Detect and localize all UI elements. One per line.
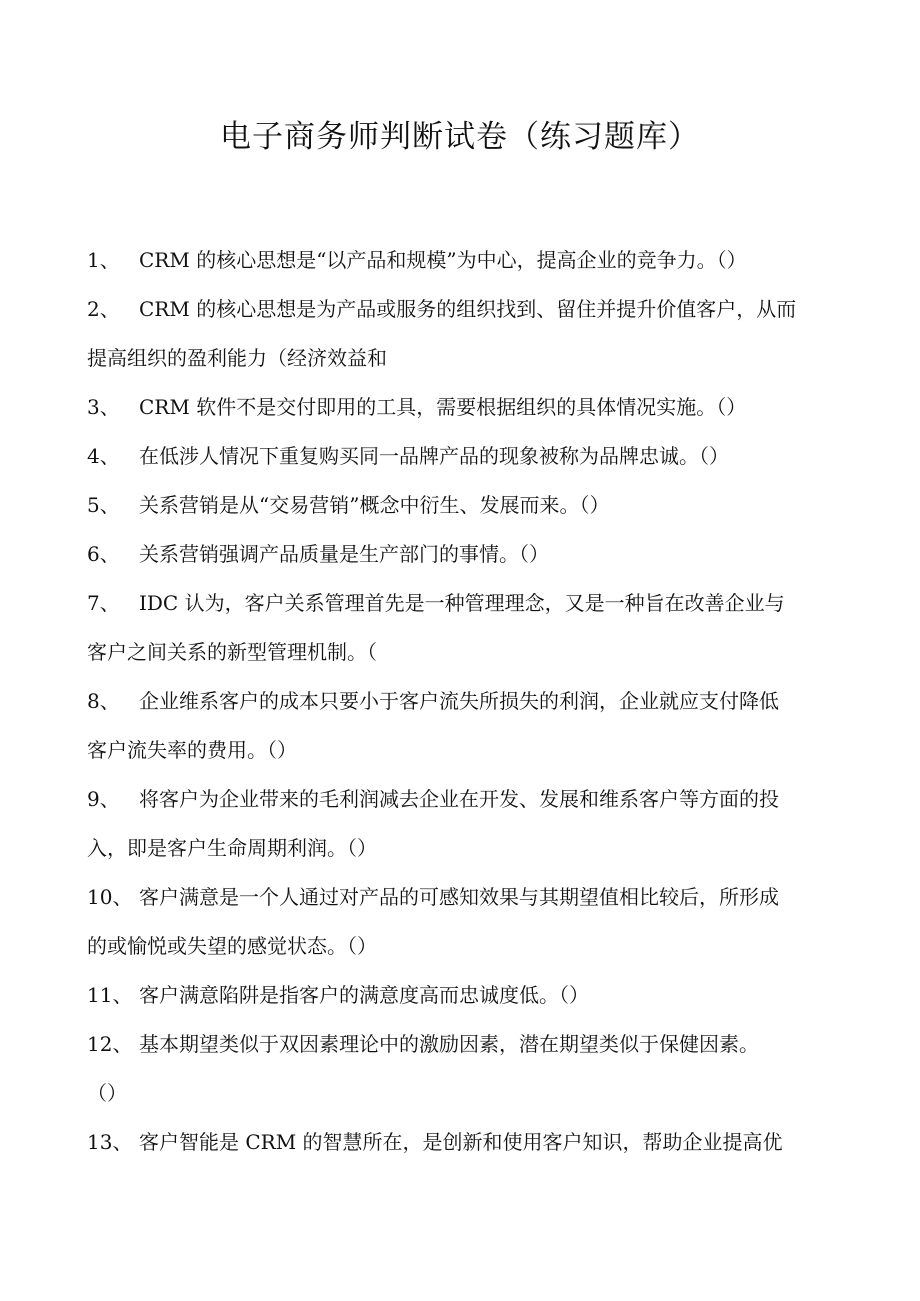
question-8	[87, 677, 832, 726]
question-text: IDC 认为，客户关系管理首先是一种管理理念，又是一种旨在改善企业与	[139, 591, 785, 615]
question-9-continued: 入，即是客户生命周期利润。（）	[87, 836, 377, 860]
question-9	[87, 775, 832, 824]
question-number: 1、	[87, 248, 120, 272]
question-12	[87, 1020, 832, 1069]
question-12-continued: （）	[87, 1081, 127, 1105]
question-7	[87, 579, 832, 628]
question-text: CRM 软件不是交付即用的工具，需要根据组织的具体情况实施。（）	[139, 395, 747, 419]
question-text: CRM 的核心思想是“以产品和规模”为中心，提高企业的竞争力。（）	[139, 248, 747, 272]
question-number: 13、	[87, 1130, 133, 1154]
question-text: 客户智能是 CRM 的智慧所在，是创新和使用客户知识，帮助企业提高优	[139, 1130, 783, 1154]
question-text: 客户满意是一个人通过对产品的可感知效果与其期望值相比较后，所形成	[139, 885, 779, 909]
question-text: 基本期望类似于双因素理论中的激励因素，潜在期望类似于保健因素。	[139, 1032, 759, 1056]
question-11	[87, 971, 832, 1020]
question-8-continued: 客户流失率的费用。（）	[87, 738, 297, 762]
question-2-continued: 提高组织的盈利能力（经济效益和	[87, 346, 387, 370]
question-text: CRM 的核心思想是为产品或服务的组织找到、留住并提升价值客户，从而	[139, 297, 797, 321]
page-title: 电子商务师判断试卷（练习题库）	[220, 119, 700, 155]
question-text: 关系营销是从“交易营销”概念中衍生、发展而来。（）	[139, 493, 610, 517]
question-number: 4、	[87, 444, 120, 468]
question-number: 11、	[87, 983, 133, 1007]
question-13	[87, 1118, 832, 1167]
question-number: 5、	[87, 493, 120, 517]
question-10-continued: 的或愉悦或失望的感觉状态。（）	[87, 934, 377, 958]
question-number: 7、	[87, 591, 120, 615]
question-text: 关系营销强调产品质量是生产部门的事情。（）	[139, 542, 549, 566]
question-number: 10、	[87, 885, 133, 909]
question-text: 将客户为企业带来的毛利润减去企业在开发、发展和维系客户等方面的投	[139, 787, 779, 811]
question-number: 12、	[87, 1032, 133, 1056]
question-1	[87, 236, 832, 285]
question-number: 6、	[87, 542, 120, 566]
question-2	[87, 285, 832, 334]
question-text: 在低涉人情况下重复购买同一品牌产品的现象被称为品牌忠诚。（）	[139, 444, 729, 468]
question-number: 8、	[87, 689, 120, 713]
question-6	[87, 530, 832, 579]
question-number: 9、	[87, 787, 120, 811]
question-list	[87, 236, 832, 1167]
question-5	[87, 481, 832, 530]
question-4	[87, 432, 832, 481]
question-number: 3、	[87, 395, 120, 419]
question-text: 客户满意陷阱是指客户的满意度高而忠诚度低。（）	[139, 983, 589, 1007]
question-7-continued: 客户之间关系的新型管理机制。（	[87, 640, 377, 664]
question-text: 企业维系客户的成本只要小于客户流失所损失的利润，企业就应支付降低	[139, 689, 779, 713]
question-10	[87, 873, 832, 922]
question-3	[87, 383, 832, 432]
question-number: 2、	[87, 297, 120, 321]
